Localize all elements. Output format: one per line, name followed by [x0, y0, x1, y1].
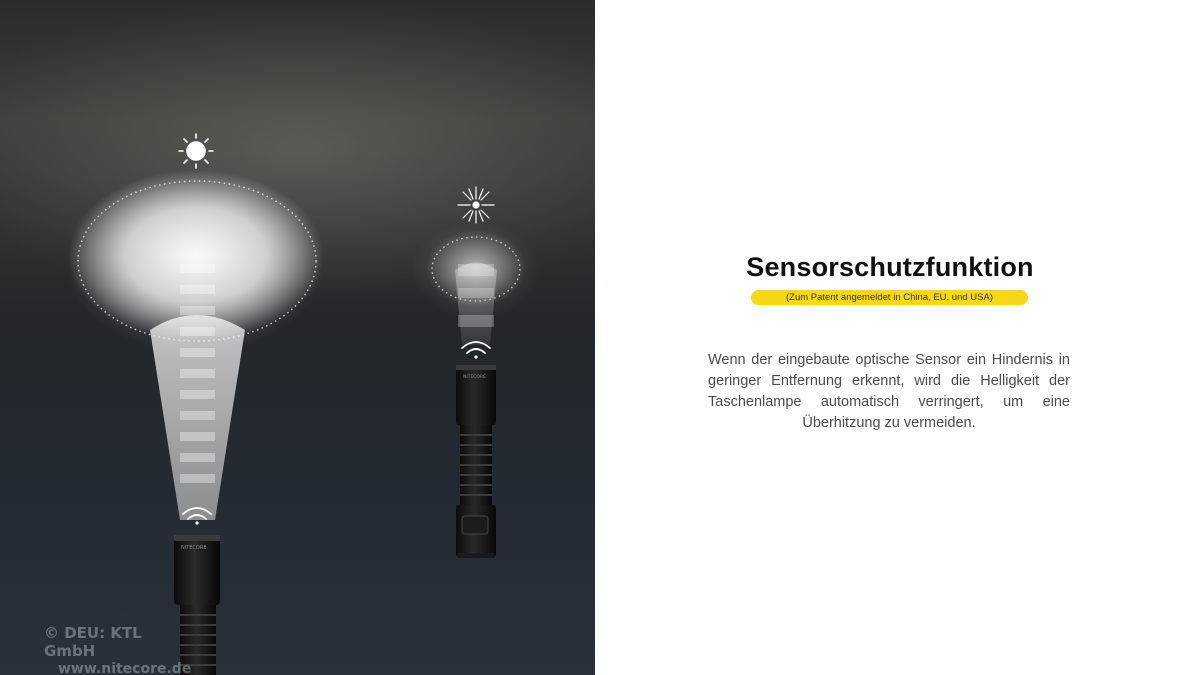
photo-illustration: [0, 0, 595, 675]
sun-dim-icon: [458, 187, 494, 223]
svg-text:NITECORE: NITECORE: [463, 375, 486, 380]
watermark-line-1: © DEU: KTL GmbH: [44, 624, 142, 660]
watermark-line-2: www.nitecore.de: [58, 661, 192, 675]
page-title: Sensorschutzfunktion: [746, 252, 1034, 282]
description-text: Wenn der eingebaute optische Sensor ein Hindernis in geringer Entfernung erkennt, wird die Helligkeit der Taschenlampe automatisch verringert, um eine Überhitzung zu vermeiden.: [708, 352, 1070, 431]
flashlight-small: [456, 365, 496, 558]
bright-beam: [68, 170, 324, 520]
text-panel: [595, 0, 1200, 675]
product-photo: [0, 0, 595, 675]
patent-badge: (Zum Patent angemeldet in China, EU, und USA): [751, 290, 1028, 305]
svg-text:NITECORE: NITECORE: [181, 545, 207, 551]
dim-beam: [426, 230, 526, 345]
watermark: [44, 624, 194, 675]
sun-full-icon: [179, 134, 213, 168]
